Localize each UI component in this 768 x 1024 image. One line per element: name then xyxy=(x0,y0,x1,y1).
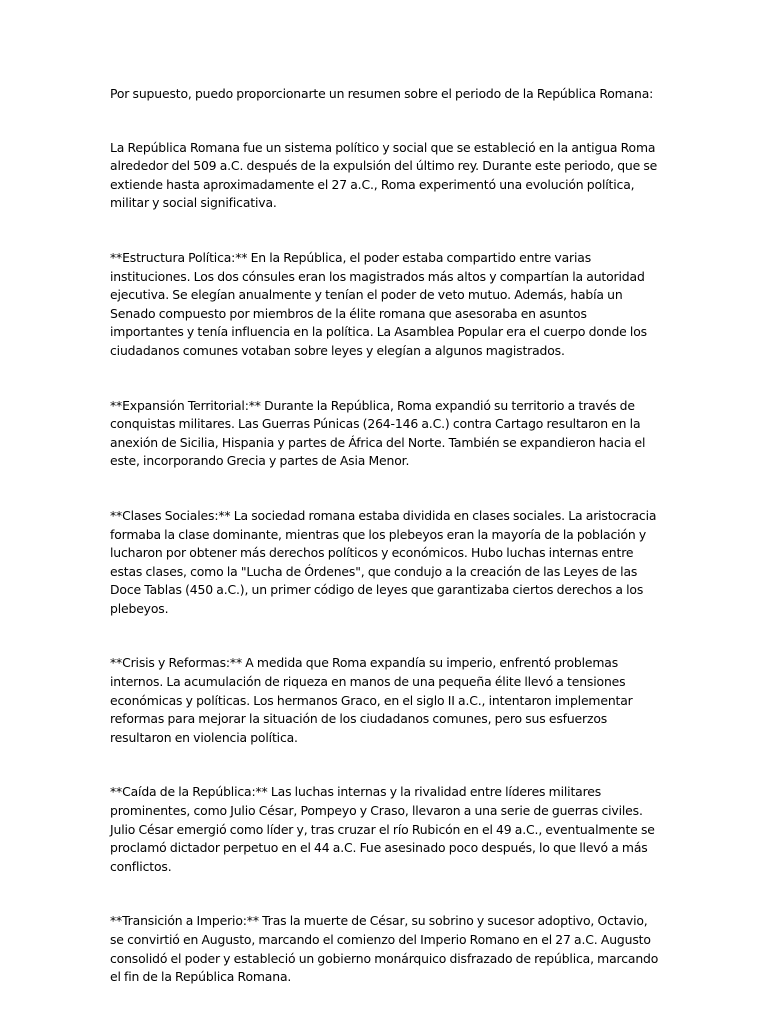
lead-paragraph: La República Romana fue un sistema político y social que se estableció en la antigua Roma alrededor del 509 a.C. después de la expulsión del último rey. Durante este periodo, que se extiende hasta aproximadamente el 27 a.C., Roma experimentó una evolución política, militar y social significativa. xyxy=(110,139,658,211)
section-transicion-imperio: **Transición a Imperio:** Tras la muerte de César, su sobrino y sucesor adoptivo, Octavio, se convirtió en Augusto, marcando el comienzo del Imperio Romano en el 27 a.C. Augusto consolidó el poder y estableció un gobierno monárquico disfrazado de república, marcando el fin de la República Romana. xyxy=(110,913,659,985)
section-estructura-politica: **Estructura Política:** En la República, el poder estaba compartido entre varias instituciones. Los dos cónsules eran los magistrados más altos y compartían la autoridad ejecutiva. Se elegían anualmente y tenían el poder de veto mutuo. Además, había un Senado compuesto por miembros de la élite romana que asesoraba en asuntos importantes y tenía influencia en la política. La Asamblea Popular era el cuerpo donde los ciudadanos comunes votaban sobre leyes y elegían a algunos magistrados. xyxy=(110,249,647,358)
intro-paragraph: Por supuesto, puedo proporcionarte un resumen sobre el periodo de la República Romana: xyxy=(110,86,654,101)
section-caida-republica: **Caída de la República:** Las luchas internas y la rivalidad entre líderes militares prominentes, como Julio César, Pompeyo y Craso, llevaron a una serie de guerras civiles. Julio César emergió como líder y, tras cruzar el río Rubicón en el 49 a.C., eventualmente se proclamó dictador perpetuo en el 44 a.C. Fue asesinado poco después, lo que llevó a más conflictos. xyxy=(110,784,655,874)
section-crisis-reformas: **Crisis y Reformas:** A medida que Roma expandía su imperio, enfrentó problemas internos. La acumulación de riqueza en manos de una pequeña élite llevó a tensiones económicas y políticas. Los hermanos Graco, en el siglo II a.C., intentaron implementar reformas para mejorar la situación de los ciudadanos comunes, pero sus esfuerzos resultaron en violencia política. xyxy=(110,655,633,745)
section-clases-sociales: **Clases Sociales:** La sociedad romana estaba dividida en clases sociales. La aristocracia formaba la clase dominante, mientras que los plebeyos eran la mayoría de la población y lucharon por obtener más derechos políticos y económicos. Hubo luchas internas entre estas clases, como la "Lucha de Órdenes", que condujo a la creación de las Leyes de las Doce Tablas (450 a.C.), un primer código de leyes que garantizaba ciertos derechos a los plebeyos. xyxy=(110,507,657,616)
section-expansion-territorial: **Expansión Territorial:** Durante la República, Roma expandió su territorio a través de conquistas militares. Las Guerras Púnicas (264-146 a.C.) contra Cartago resultaron en la anexión de Sicilia, Hispania y partes de África del Norte. También se expandieron hacia el este, incorporando Grecia y partes de Asia Menor. xyxy=(110,397,646,469)
